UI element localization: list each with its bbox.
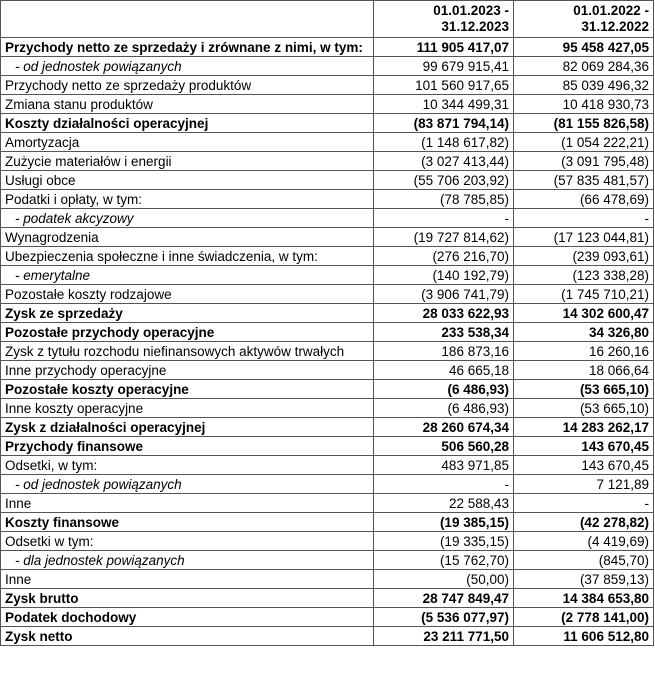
row-label: Koszty działalności operacyjnej [1,114,374,133]
table-row [1,133,654,152]
value-2023: 22 588,43 [374,494,514,513]
table-row [1,209,654,228]
value-2023: (5 536 077,97) [374,608,514,627]
row-label: Pozostałe przychody operacyjne [1,323,374,342]
row-label: Odsetki, w tym: [1,456,374,475]
row-label: Przychody finansowe [1,437,374,456]
header-period-2023 [374,1,514,38]
value-2023: (78 785,85) [374,190,514,209]
table-row [1,114,654,133]
row-label: - emerytalne [1,266,374,285]
value-2023: (55 706 203,92) [374,171,514,190]
value-2022: (239 093,61) [514,247,654,266]
table-row [1,532,654,551]
value-2022: 16 260,16 [514,342,654,361]
row-label: Zysk z działalności operacyjnej [1,418,374,437]
table-row [1,95,654,114]
value-2023: 99 679 915,41 [374,57,514,76]
value-2022: (3 091 795,48) [514,152,654,171]
row-label: Pozostałe koszty rodzajowe [1,285,374,304]
table-row [1,171,654,190]
value-2023: 483 971,85 [374,456,514,475]
table-row [1,494,654,513]
table-row [1,38,654,57]
header-blank-cell [1,1,374,38]
value-2022: 82 069 284,36 [514,57,654,76]
value-2022: (1 745 710,21) [514,285,654,304]
row-label: Podatek dochodowy [1,608,374,627]
row-label: - podatek akcyzowy [1,209,374,228]
header-period-2022-end: 31.12.2022 [581,19,649,34]
value-2022: (66 478,69) [514,190,654,209]
value-2022: 34 326,80 [514,323,654,342]
value-2022: 85 039 496,32 [514,76,654,95]
value-2022: (57 835 481,57) [514,171,654,190]
table-row [1,513,654,532]
value-2023: (83 871 794,14) [374,114,514,133]
value-2023: (3 027 413,44) [374,152,514,171]
row-label: Przychody netto ze sprzedaży i zrównane z nimi, w tym: [1,38,374,57]
value-2022: 95 458 427,05 [514,38,654,57]
table-row [1,57,654,76]
value-2023: (15 762,70) [374,551,514,570]
value-2023: 28 747 849,47 [374,589,514,608]
row-label: Usługi obce [1,171,374,190]
value-2022: (42 278,82) [514,513,654,532]
table-row [1,285,654,304]
table-row [1,437,654,456]
table-row [1,152,654,171]
value-2022: (123 338,28) [514,266,654,285]
value-2022: 14 384 653,80 [514,589,654,608]
row-label: - od jednostek powiązanych [1,475,374,494]
header-period-2023-end: 31.12.2023 [441,19,509,34]
table-row [1,228,654,247]
value-2023: 111 905 417,07 [374,38,514,57]
table-row [1,304,654,323]
value-2022: (4 419,69) [514,532,654,551]
value-2023: - [374,209,514,228]
value-2022: (37 859,13) [514,570,654,589]
value-2023: (19 385,15) [374,513,514,532]
table-row [1,342,654,361]
value-2023: 186 873,16 [374,342,514,361]
value-2023: 28 033 622,93 [374,304,514,323]
row-label: Wynagrodzenia [1,228,374,247]
value-2022: (1 054 222,21) [514,133,654,152]
table-row [1,380,654,399]
value-2023: 28 260 674,34 [374,418,514,437]
table-row [1,399,654,418]
row-label: Pozostałe koszty operacyjne [1,380,374,399]
table-row [1,589,654,608]
row-label: Inne przychody operacyjne [1,361,374,380]
value-2022: 10 418 930,73 [514,95,654,114]
table-row [1,551,654,570]
row-label: Przychody netto ze sprzedaży produktów [1,76,374,95]
value-2023: (19 727 814,62) [374,228,514,247]
table-row [1,627,654,646]
table-row [1,247,654,266]
row-label: Zysk z tytułu rozchodu niefinansowych aktywów trwałych [1,342,374,361]
value-2023: (3 906 741,79) [374,285,514,304]
row-label: Koszty finansowe [1,513,374,532]
value-2022: (53 665,10) [514,399,654,418]
row-label: - dla jednostek powiązanych [1,551,374,570]
table-row [1,190,654,209]
value-2022: 143 670,45 [514,456,654,475]
value-2023: - [374,475,514,494]
row-label: Inne [1,494,374,513]
value-2022: (81 155 826,58) [514,114,654,133]
value-2023: 101 560 917,65 [374,76,514,95]
value-2023: (1 148 617,82) [374,133,514,152]
value-2022: 11 606 512,80 [514,627,654,646]
row-label: Odsetki w tym: [1,532,374,551]
value-2022: - [514,209,654,228]
value-2023: (19 335,15) [374,532,514,551]
table-row [1,456,654,475]
row-label: Amortyzacja [1,133,374,152]
value-2023: 506 560,28 [374,437,514,456]
value-2023: 10 344 499,31 [374,95,514,114]
value-2022: - [514,494,654,513]
row-label: Zysk netto [1,627,374,646]
value-2022: (845,70) [514,551,654,570]
row-label: Zmiana stanu produktów [1,95,374,114]
value-2023: (6 486,93) [374,380,514,399]
value-2022: (2 778 141,00) [514,608,654,627]
value-2022: 14 283 262,17 [514,418,654,437]
row-label: Zysk brutto [1,589,374,608]
table-row [1,266,654,285]
value-2023: 46 665,18 [374,361,514,380]
table-row [1,361,654,380]
value-2022: 7 121,89 [514,475,654,494]
row-label: Inne koszty operacyjne [1,399,374,418]
value-2022: (53 665,10) [514,380,654,399]
row-label: Ubezpieczenia społeczne i inne świadczenia, w tym: [1,247,374,266]
row-label: Inne [1,570,374,589]
value-2022: 14 302 600,47 [514,304,654,323]
row-label: Zużycie materiałów i energii [1,152,374,171]
row-label: Podatki i opłaty, w tym: [1,190,374,209]
value-2023: (50,00) [374,570,514,589]
value-2023: (140 192,79) [374,266,514,285]
value-2023: 233 538,34 [374,323,514,342]
row-label: - od jednostek powiązanych [1,57,374,76]
table-row [1,570,654,589]
row-label: Zysk ze sprzedaży [1,304,374,323]
value-2022: 143 670,45 [514,437,654,456]
value-2022: (17 123 044,81) [514,228,654,247]
table-row [1,76,654,95]
header-period-2023-start: 01.01.2023 - [433,3,509,18]
table-row [1,608,654,627]
value-2023: (276 216,70) [374,247,514,266]
header-row [1,1,654,38]
value-2023: 23 211 771,50 [374,627,514,646]
header-period-2022 [514,1,654,38]
header-period-2022-start: 01.01.2022 - [573,3,649,18]
table-row [1,475,654,494]
value-2023: (6 486,93) [374,399,514,418]
value-2022: 18 066,64 [514,361,654,380]
table-row [1,418,654,437]
table-row [1,323,654,342]
